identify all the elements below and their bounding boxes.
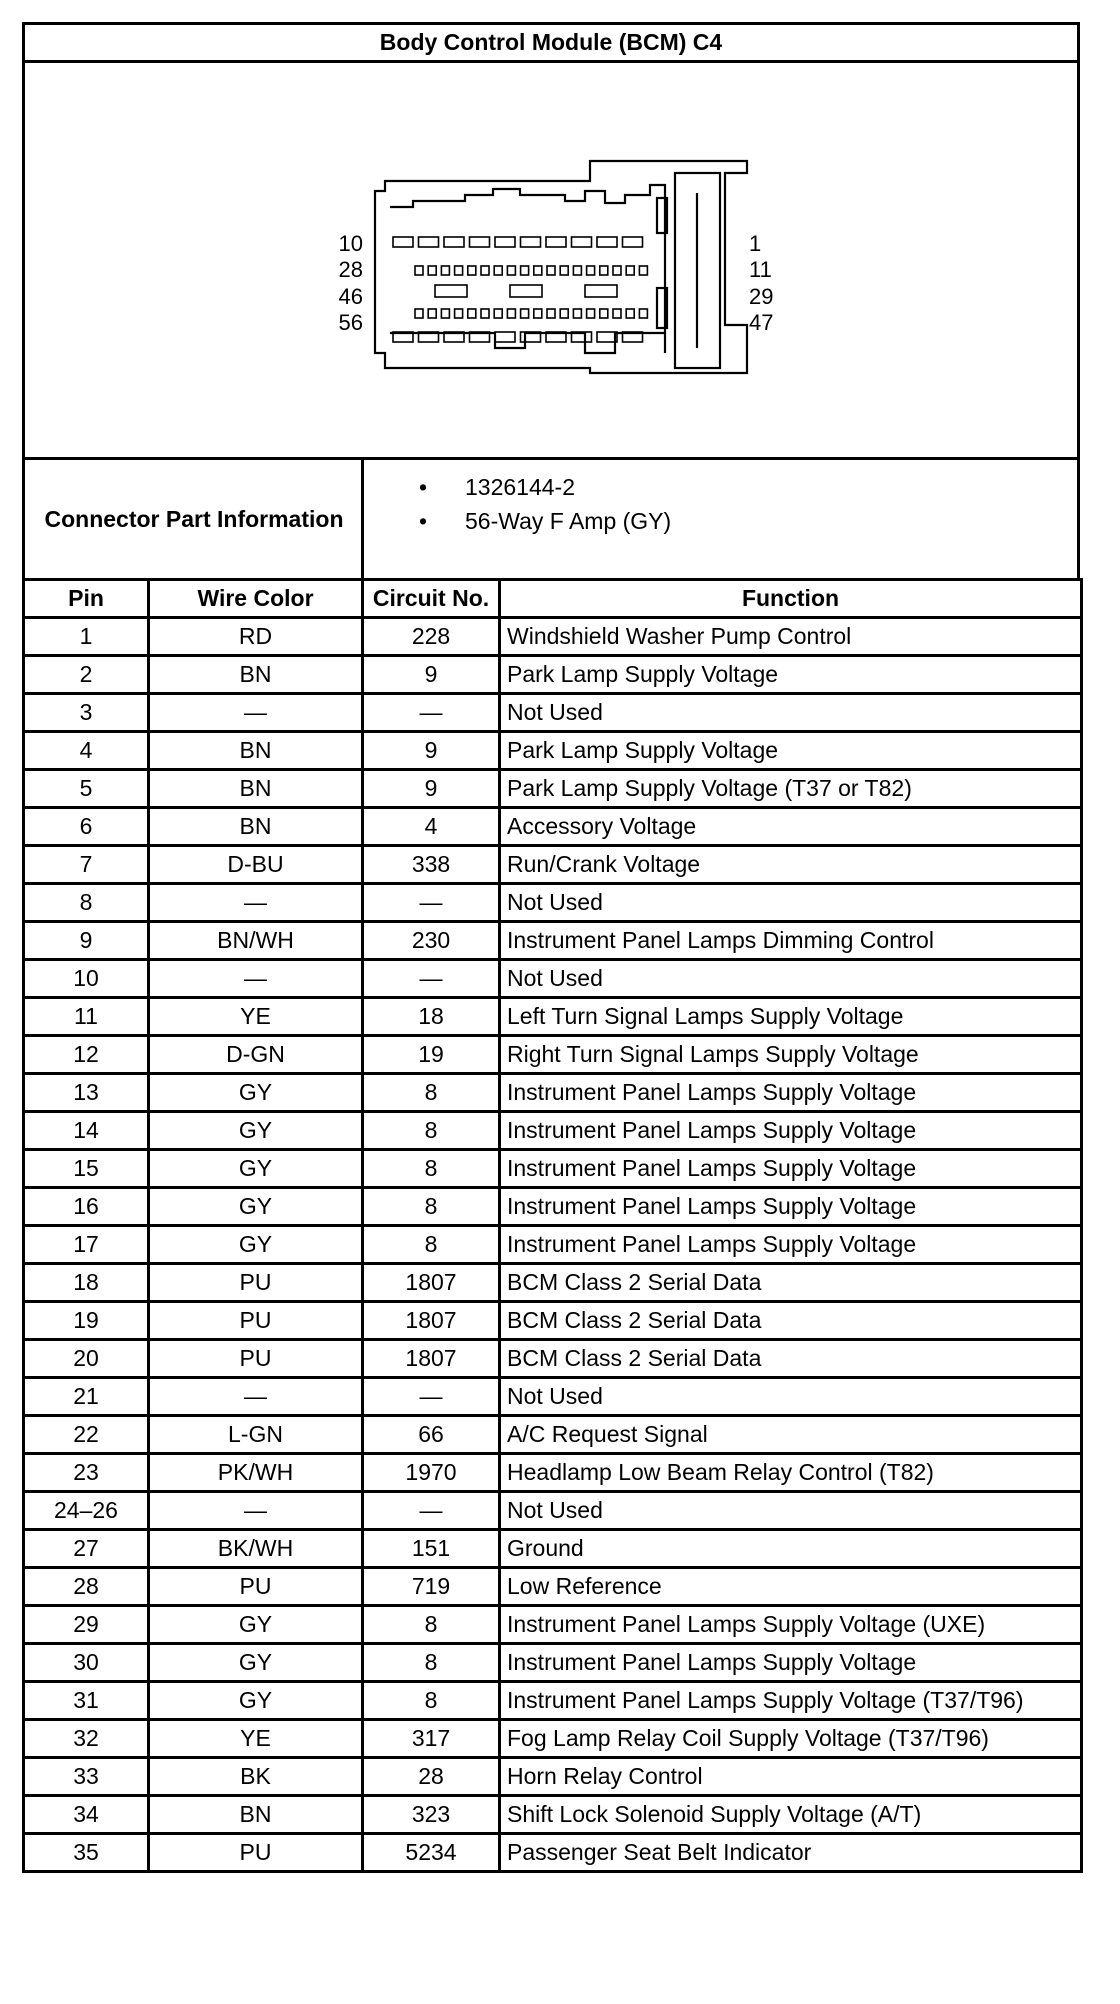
table-row xyxy=(24,1644,1082,1682)
connector-cavity xyxy=(441,266,449,275)
circuit-cell: — xyxy=(363,694,500,732)
function-cell: Instrument Panel Lamps Supply Voltage xyxy=(500,1074,1082,1112)
function-cell: Instrument Panel Lamps Supply Voltage (UXE) xyxy=(500,1606,1082,1644)
table-row xyxy=(24,922,1082,960)
pin-cell: 17 xyxy=(24,1226,149,1264)
pin-cell: 34 xyxy=(24,1796,149,1834)
table-row xyxy=(24,1492,1082,1530)
table-row xyxy=(24,1074,1082,1112)
pin-cell: 18 xyxy=(24,1264,149,1302)
wire-color-cell: YE xyxy=(149,998,363,1036)
circuit-cell: — xyxy=(363,884,500,922)
table-row xyxy=(24,1606,1082,1644)
connector-cavity xyxy=(470,237,490,247)
function-cell: Windshield Washer Pump Control xyxy=(500,618,1082,656)
pin-cell: 32 xyxy=(24,1720,149,1758)
connector-cavity xyxy=(494,266,502,275)
header-function: Function xyxy=(500,580,1082,618)
wire-color-cell: BN xyxy=(149,656,363,694)
function-cell: Instrument Panel Lamps Supply Voltage (T37/T96) xyxy=(500,1682,1082,1720)
connector-cavity xyxy=(573,266,581,275)
pin-cell: 22 xyxy=(24,1416,149,1454)
function-cell: BCM Class 2 Serial Data xyxy=(500,1302,1082,1340)
connector-diagram-panel xyxy=(22,63,1080,460)
function-cell: Not Used xyxy=(500,1492,1082,1530)
pin-cell: 3 xyxy=(24,694,149,732)
table-row xyxy=(24,1720,1082,1758)
circuit-cell: 8 xyxy=(363,1074,500,1112)
pin-cell: 35 xyxy=(24,1834,149,1872)
table-row xyxy=(24,1568,1082,1606)
wire-color-cell: GY xyxy=(149,1188,363,1226)
wire-color-cell: BK/WH xyxy=(149,1530,363,1568)
pin-table-header xyxy=(24,580,1082,618)
wire-color-cell: — xyxy=(149,1492,363,1530)
function-cell: Instrument Panel Lamps Supply Voltage xyxy=(500,1188,1082,1226)
connector-cavity xyxy=(572,237,592,247)
pin-cell: 23 xyxy=(24,1454,149,1492)
wire-color-cell: — xyxy=(149,960,363,998)
table-row xyxy=(24,770,1082,808)
circuit-cell: 8 xyxy=(363,1112,500,1150)
connector-cavity xyxy=(626,266,634,275)
function-cell: A/C Request Signal xyxy=(500,1416,1082,1454)
connector-cavity xyxy=(521,266,529,275)
wire-color-cell: PU xyxy=(149,1340,363,1378)
pin-cell: 9 xyxy=(24,922,149,960)
pin-label-left-10: 10 xyxy=(338,231,363,256)
connector-cavity xyxy=(428,266,436,275)
connector-cavity xyxy=(587,309,595,318)
wire-color-cell: PU xyxy=(149,1264,363,1302)
circuit-cell: 8 xyxy=(363,1150,500,1188)
circuit-cell: 719 xyxy=(363,1568,500,1606)
function-cell: Instrument Panel Lamps Supply Voltage xyxy=(500,1226,1082,1264)
table-row xyxy=(24,1302,1082,1340)
header-wire-color: Wire Color xyxy=(149,580,363,618)
function-cell: Instrument Panel Lamps Supply Voltage xyxy=(500,1150,1082,1188)
connector-cavity xyxy=(547,309,555,318)
function-cell: Left Turn Signal Lamps Supply Voltage xyxy=(500,998,1082,1036)
pin-cell: 13 xyxy=(24,1074,149,1112)
connector-cavity xyxy=(415,309,423,318)
circuit-cell: 8 xyxy=(363,1644,500,1682)
function-cell: Fog Lamp Relay Coil Supply Voltage (T37/T96) xyxy=(500,1720,1082,1758)
pin-label-left-28: 28 xyxy=(338,257,363,282)
table-row xyxy=(24,656,1082,694)
connector-cavity xyxy=(507,266,515,275)
circuit-cell: 230 xyxy=(363,922,500,960)
function-cell: Instrument Panel Lamps Supply Voltage xyxy=(500,1644,1082,1682)
circuit-cell: 5234 xyxy=(363,1834,500,1872)
circuit-cell: 1807 xyxy=(363,1264,500,1302)
table-row xyxy=(24,1150,1082,1188)
pin-cell: 12 xyxy=(24,1036,149,1074)
table-row xyxy=(24,1340,1082,1378)
connector-cavity xyxy=(510,285,542,297)
pin-label-right-29: 29 xyxy=(749,284,774,309)
wire-color-cell: PU xyxy=(149,1834,363,1872)
connector-cavity xyxy=(546,237,566,247)
connector-cavity xyxy=(507,309,515,318)
connector-cavity xyxy=(455,309,463,318)
circuit-cell: 9 xyxy=(363,770,500,808)
pin-cell: 11 xyxy=(24,998,149,1036)
function-cell: Accessory Voltage xyxy=(500,808,1082,846)
circuit-cell: 19 xyxy=(363,1036,500,1074)
pin-cell: 27 xyxy=(24,1530,149,1568)
function-cell: Not Used xyxy=(500,960,1082,998)
connector-part-info-label: Connector Part Information xyxy=(25,460,364,578)
connector-top-ridge xyxy=(390,185,665,353)
circuit-cell: 18 xyxy=(363,998,500,1036)
connector-cavity xyxy=(626,309,634,318)
function-cell: Right Turn Signal Lamps Supply Voltage xyxy=(500,1036,1082,1074)
connector-cavity xyxy=(534,266,542,275)
function-cell: Ground xyxy=(500,1530,1082,1568)
circuit-cell: 323 xyxy=(363,1796,500,1834)
connector-illustration xyxy=(25,63,1077,457)
wire-color-cell: L-GN xyxy=(149,1416,363,1454)
circuit-cell: 9 xyxy=(363,732,500,770)
function-cell: BCM Class 2 Serial Data xyxy=(500,1264,1082,1302)
connector-cavity xyxy=(481,309,489,318)
circuit-cell: 317 xyxy=(363,1720,500,1758)
function-cell: Not Used xyxy=(500,694,1082,732)
circuit-cell: 66 xyxy=(363,1416,500,1454)
circuit-cell: 1807 xyxy=(363,1302,500,1340)
connector-cavity xyxy=(534,309,542,318)
connector-cavity xyxy=(597,237,617,247)
connector-part-info-row xyxy=(22,460,1080,578)
circuit-cell: 9 xyxy=(363,656,500,694)
table-row xyxy=(24,1530,1082,1568)
connector-cavity xyxy=(623,237,643,247)
pin-cell: 16 xyxy=(24,1188,149,1226)
connector-cavity xyxy=(600,266,608,275)
wire-color-cell: PK/WH xyxy=(149,1454,363,1492)
header-pin: Pin xyxy=(24,580,149,618)
connector-cavity xyxy=(468,309,476,318)
connector-cavity xyxy=(521,237,541,247)
header-circuit-no: Circuit No. xyxy=(363,580,500,618)
connector-cavity xyxy=(639,266,647,275)
circuit-cell: 8 xyxy=(363,1226,500,1264)
table-row xyxy=(24,1834,1082,1872)
connector-cavity xyxy=(613,309,621,318)
pin-label-left-56: 56 xyxy=(338,310,363,335)
circuit-cell: 1807 xyxy=(363,1340,500,1378)
connector-bottom-ridge xyxy=(390,333,665,353)
circuit-cell: 151 xyxy=(363,1530,500,1568)
connector-cavity xyxy=(613,266,621,275)
pin-cell: 24–26 xyxy=(24,1492,149,1530)
circuit-cell: 4 xyxy=(363,808,500,846)
connector-cavity xyxy=(441,309,449,318)
wire-color-cell: GY xyxy=(149,1150,363,1188)
table-row xyxy=(24,884,1082,922)
connector-cavity xyxy=(455,266,463,275)
table-row xyxy=(24,1226,1082,1264)
connector-cavity xyxy=(415,266,423,275)
wire-color-cell: BK xyxy=(149,1758,363,1796)
table-row xyxy=(24,960,1082,998)
pin-label-left-46: 46 xyxy=(338,284,363,309)
pin-cell: 28 xyxy=(24,1568,149,1606)
part-info-item: • 56-Way F Amp (GY) xyxy=(419,508,672,534)
pin-table xyxy=(22,578,1083,1873)
circuit-cell: 8 xyxy=(363,1682,500,1720)
table-row xyxy=(24,1682,1082,1720)
table-row xyxy=(24,694,1082,732)
pin-cell: 1 xyxy=(24,618,149,656)
wire-color-cell: GY xyxy=(149,1644,363,1682)
connector-cavity xyxy=(495,237,515,247)
wire-color-cell: BN xyxy=(149,808,363,846)
pin-label-right-47: 47 xyxy=(749,310,774,335)
table-row xyxy=(24,998,1082,1036)
pin-cell: 7 xyxy=(24,846,149,884)
pin-cell: 6 xyxy=(24,808,149,846)
table-row xyxy=(24,1796,1082,1834)
pin-cell: 21 xyxy=(24,1378,149,1416)
circuit-cell: — xyxy=(363,1378,500,1416)
pin-cell: 30 xyxy=(24,1644,149,1682)
pin-cell: 14 xyxy=(24,1112,149,1150)
connector-cavity xyxy=(560,266,568,275)
table-row xyxy=(24,1188,1082,1226)
connector-cavity xyxy=(585,285,617,297)
function-cell: Park Lamp Supply Voltage xyxy=(500,656,1082,694)
wire-color-cell: PU xyxy=(149,1568,363,1606)
wire-color-cell: — xyxy=(149,884,363,922)
wire-color-cell: GY xyxy=(149,1682,363,1720)
table-row xyxy=(24,618,1082,656)
connector-cavity xyxy=(547,266,555,275)
table-row xyxy=(24,846,1082,884)
pin-cell: 10 xyxy=(24,960,149,998)
wire-color-cell: D-BU xyxy=(149,846,363,884)
function-cell: Park Lamp Supply Voltage xyxy=(500,732,1082,770)
pin-label-right-1: 1 xyxy=(749,231,762,256)
pin-cell: 5 xyxy=(24,770,149,808)
wire-color-cell: GY xyxy=(149,1074,363,1112)
connector-cavity xyxy=(495,332,515,342)
pin-cell: 8 xyxy=(24,884,149,922)
circuit-cell: 8 xyxy=(363,1606,500,1644)
circuit-cell: 338 xyxy=(363,846,500,884)
connector-cavity xyxy=(435,285,467,297)
table-row xyxy=(24,1264,1082,1302)
connector-cavity xyxy=(494,309,502,318)
wire-color-cell: YE xyxy=(149,1720,363,1758)
pin-cell: 2 xyxy=(24,656,149,694)
circuit-cell: — xyxy=(363,1492,500,1530)
connector-cavity xyxy=(600,309,608,318)
document-title: Body Control Module (BCM) C4 xyxy=(22,22,1080,63)
function-cell: Run/Crank Voltage xyxy=(500,846,1082,884)
table-row xyxy=(24,1378,1082,1416)
wire-color-cell: BN xyxy=(149,1796,363,1834)
wire-color-cell: GY xyxy=(149,1112,363,1150)
function-cell: Passenger Seat Belt Indicator xyxy=(500,1834,1082,1872)
connector-cavity xyxy=(444,237,464,247)
circuit-cell: — xyxy=(363,960,500,998)
circuit-cell: 28 xyxy=(363,1758,500,1796)
function-cell: Headlamp Low Beam Relay Control (T82) xyxy=(500,1454,1082,1492)
function-cell: Not Used xyxy=(500,1378,1082,1416)
function-cell: Park Lamp Supply Voltage (T37 or T82) xyxy=(500,770,1082,808)
connector-cavity xyxy=(573,309,581,318)
wire-color-cell: BN/WH xyxy=(149,922,363,960)
connector-cavity xyxy=(393,237,413,247)
connector-part-info-list xyxy=(364,460,1077,578)
function-cell: Shift Lock Solenoid Supply Voltage (A/T) xyxy=(500,1796,1082,1834)
function-cell: Low Reference xyxy=(500,1568,1082,1606)
pin-cell: 19 xyxy=(24,1302,149,1340)
function-cell: BCM Class 2 Serial Data xyxy=(500,1340,1082,1378)
wire-color-cell: GY xyxy=(149,1606,363,1644)
connector-cavity xyxy=(481,266,489,275)
function-cell: Not Used xyxy=(500,884,1082,922)
table-row xyxy=(24,1758,1082,1796)
pin-cell: 29 xyxy=(24,1606,149,1644)
circuit-cell: 228 xyxy=(363,618,500,656)
connector-cavity xyxy=(428,309,436,318)
wire-color-cell: BN xyxy=(149,770,363,808)
connector-cavity xyxy=(521,309,529,318)
wire-color-cell: BN xyxy=(149,732,363,770)
connector-cavity xyxy=(468,266,476,275)
table-row xyxy=(24,1036,1082,1074)
pin-label-right-11: 11 xyxy=(749,257,772,282)
function-cell: Instrument Panel Lamps Supply Voltage xyxy=(500,1112,1082,1150)
wire-color-cell: — xyxy=(149,694,363,732)
pin-cell: 20 xyxy=(24,1340,149,1378)
connector-cavity xyxy=(587,266,595,275)
wire-color-cell: RD xyxy=(149,618,363,656)
circuit-cell: 8 xyxy=(363,1188,500,1226)
table-row xyxy=(24,808,1082,846)
part-info-item: • 1326144-2 xyxy=(419,474,575,500)
wire-color-cell: D-GN xyxy=(149,1036,363,1074)
connector-cavity xyxy=(639,309,647,318)
table-row xyxy=(24,1112,1082,1150)
function-cell: Instrument Panel Lamps Dimming Control xyxy=(500,922,1082,960)
table-row xyxy=(24,732,1082,770)
connector-cavity xyxy=(419,237,439,247)
connector-cavity xyxy=(560,309,568,318)
table-row xyxy=(24,1416,1082,1454)
wire-color-cell: — xyxy=(149,1378,363,1416)
function-cell: Horn Relay Control xyxy=(500,1758,1082,1796)
circuit-cell: 1970 xyxy=(363,1454,500,1492)
wire-color-cell: PU xyxy=(149,1302,363,1340)
table-row xyxy=(24,1454,1082,1492)
pin-cell: 4 xyxy=(24,732,149,770)
pin-cell: 31 xyxy=(24,1682,149,1720)
pin-cell: 33 xyxy=(24,1758,149,1796)
pin-cell: 15 xyxy=(24,1150,149,1188)
connector-document xyxy=(22,22,1080,1873)
wire-color-cell: GY xyxy=(149,1226,363,1264)
